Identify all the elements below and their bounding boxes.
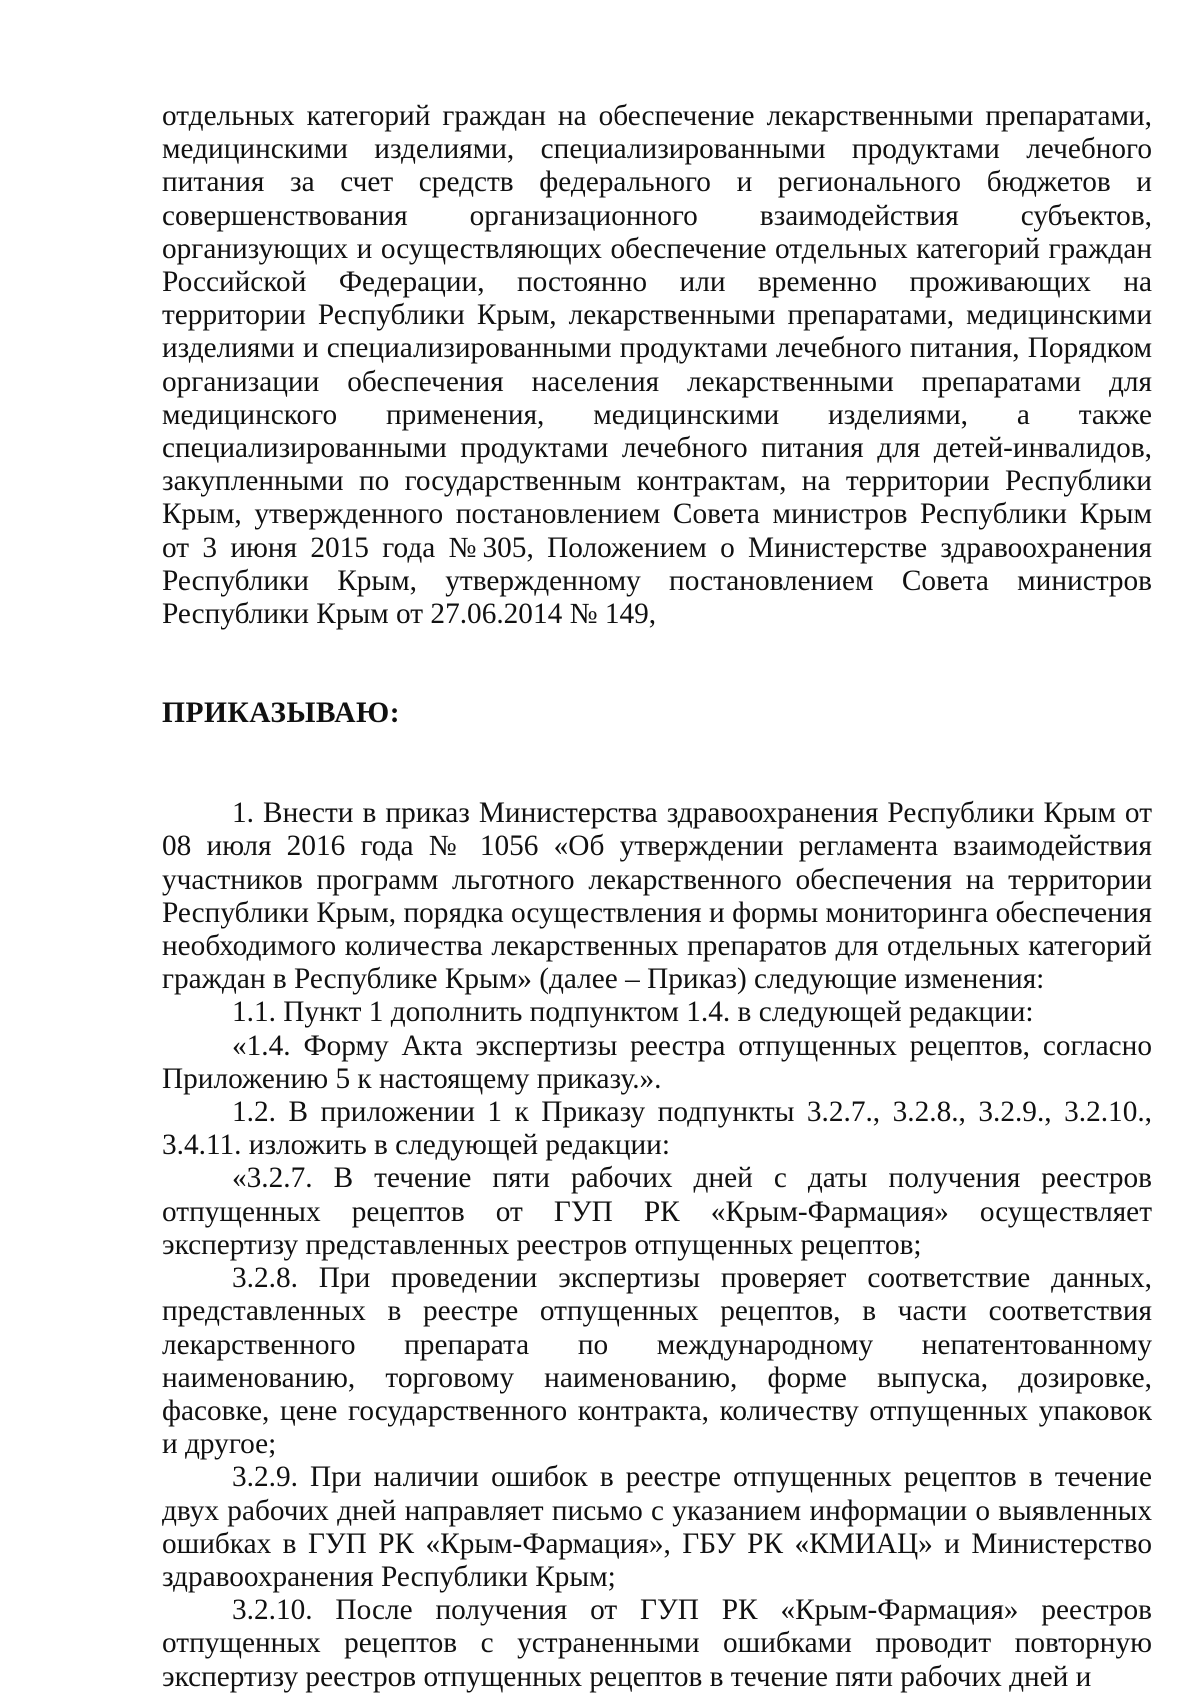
paragraph-item-1-2: 1.2. В приложении 1 к Приказу подпункты 3.2.7., 3.2.8., 3.2.9., 3.2.10., 3.4.11. изложить в следующей редакции:	[162, 1096, 1152, 1162]
paragraph-item-1-1: 1.1. Пункт 1 дополнить подпунктом 1.4. в следующей редакции:	[232, 996, 1034, 1029]
paragraph-item-3-2-9: 3.2.9. При наличии ошибок в реестре отпущенных рецептов в течение двух рабочих дней направляет письмо с указанием информации о выявленных ошибках в ГУП РК «Крым-Фармация», ГБУ РК «КМИАЦ» и Министерство здравоохранения Республики Крым;	[162, 1461, 1152, 1593]
intro-paragraph: отдельных категорий граждан на обеспечение лекарственными препаратами, медицинскими изделиями, специализированными продуктами лечебного питания за счет средств федерального и регионального бюджетов и совершенствования организационного взаимодействия субъектов, организующих и осуществляющих обеспечение отдельных категорий граждан Российской Федерации, постоянно или временно проживающих на территории Республики Крым, лекарственными препаратами, медицинскими изделиями и специализированными продуктами лечебного питания, Порядком организации обеспечения населения лекарственными препаратами для медицинского применения, медицинскими изделиями, а также специализированными продуктами лечебного питания для детей-инвалидов, закупленными по государственным контрактам, на территории Республики Крым, утвержденного постановлением Совета министров Республики Крым от 3 июня 2015 года №305, Положением о Министерстве здравоохранения Республики Крым, утвержденному постановлением Совета министров Республики Крым от 27.06.2014 № 149,	[162, 100, 1152, 631]
paragraph-item-1: 1. Внести в приказ Министерства здравоохранения Республики Крым от 08 июля 2016 года № 1056 «Об утверждении регламента взаимодействия участников программ льготного лекарственного обеспечения на территории Республики Крым, порядка осуществления и формы мониторинга обеспечения необходимого количества лекарственных препаратов для отдельных категорий граждан в Республике Крым» (далее – Приказ) следующие изменения:	[162, 797, 1152, 996]
paragraph-item-1-4-quote: «1.4. Форму Акта экспертизы реестра отпущенных рецептов, согласно Приложению 5 к настоящему приказу.».	[162, 1029, 1152, 1095]
paragraph-item-3-2-8: 3.2.8. При проведении экспертизы проверяет соответствие данных, представленных в реестре отпущенных рецептов, в части соответствия лекарственного препарата по международному непатентованному наименованию, торговому наименованию, форме выпуска, дозировке, фасовке, цене государственного контракта, количеству отпущенных упаковок и другое;	[162, 1262, 1152, 1461]
paragraph-item-3-2-10: 3.2.10. После получения от ГУП РК «Крым-Фармация» реестров отпущенных рецептов с устраненными ошибками проводит повторную экспертизу реестров отпущенных рецептов в течение пяти рабочих дней и	[162, 1594, 1152, 1693]
order-heading: ПРИКАЗЫВАЮ:	[162, 697, 401, 730]
paragraph-item-3-2-7: «3.2.7. В течение пяти рабочих дней с даты получения реестров отпущенных рецептов от ГУП РК «Крым-Фармация» осуществляет экспертизу представленных реестров отпущенных рецептов;	[162, 1162, 1152, 1261]
document-page	[162, 100, 1152, 1694]
